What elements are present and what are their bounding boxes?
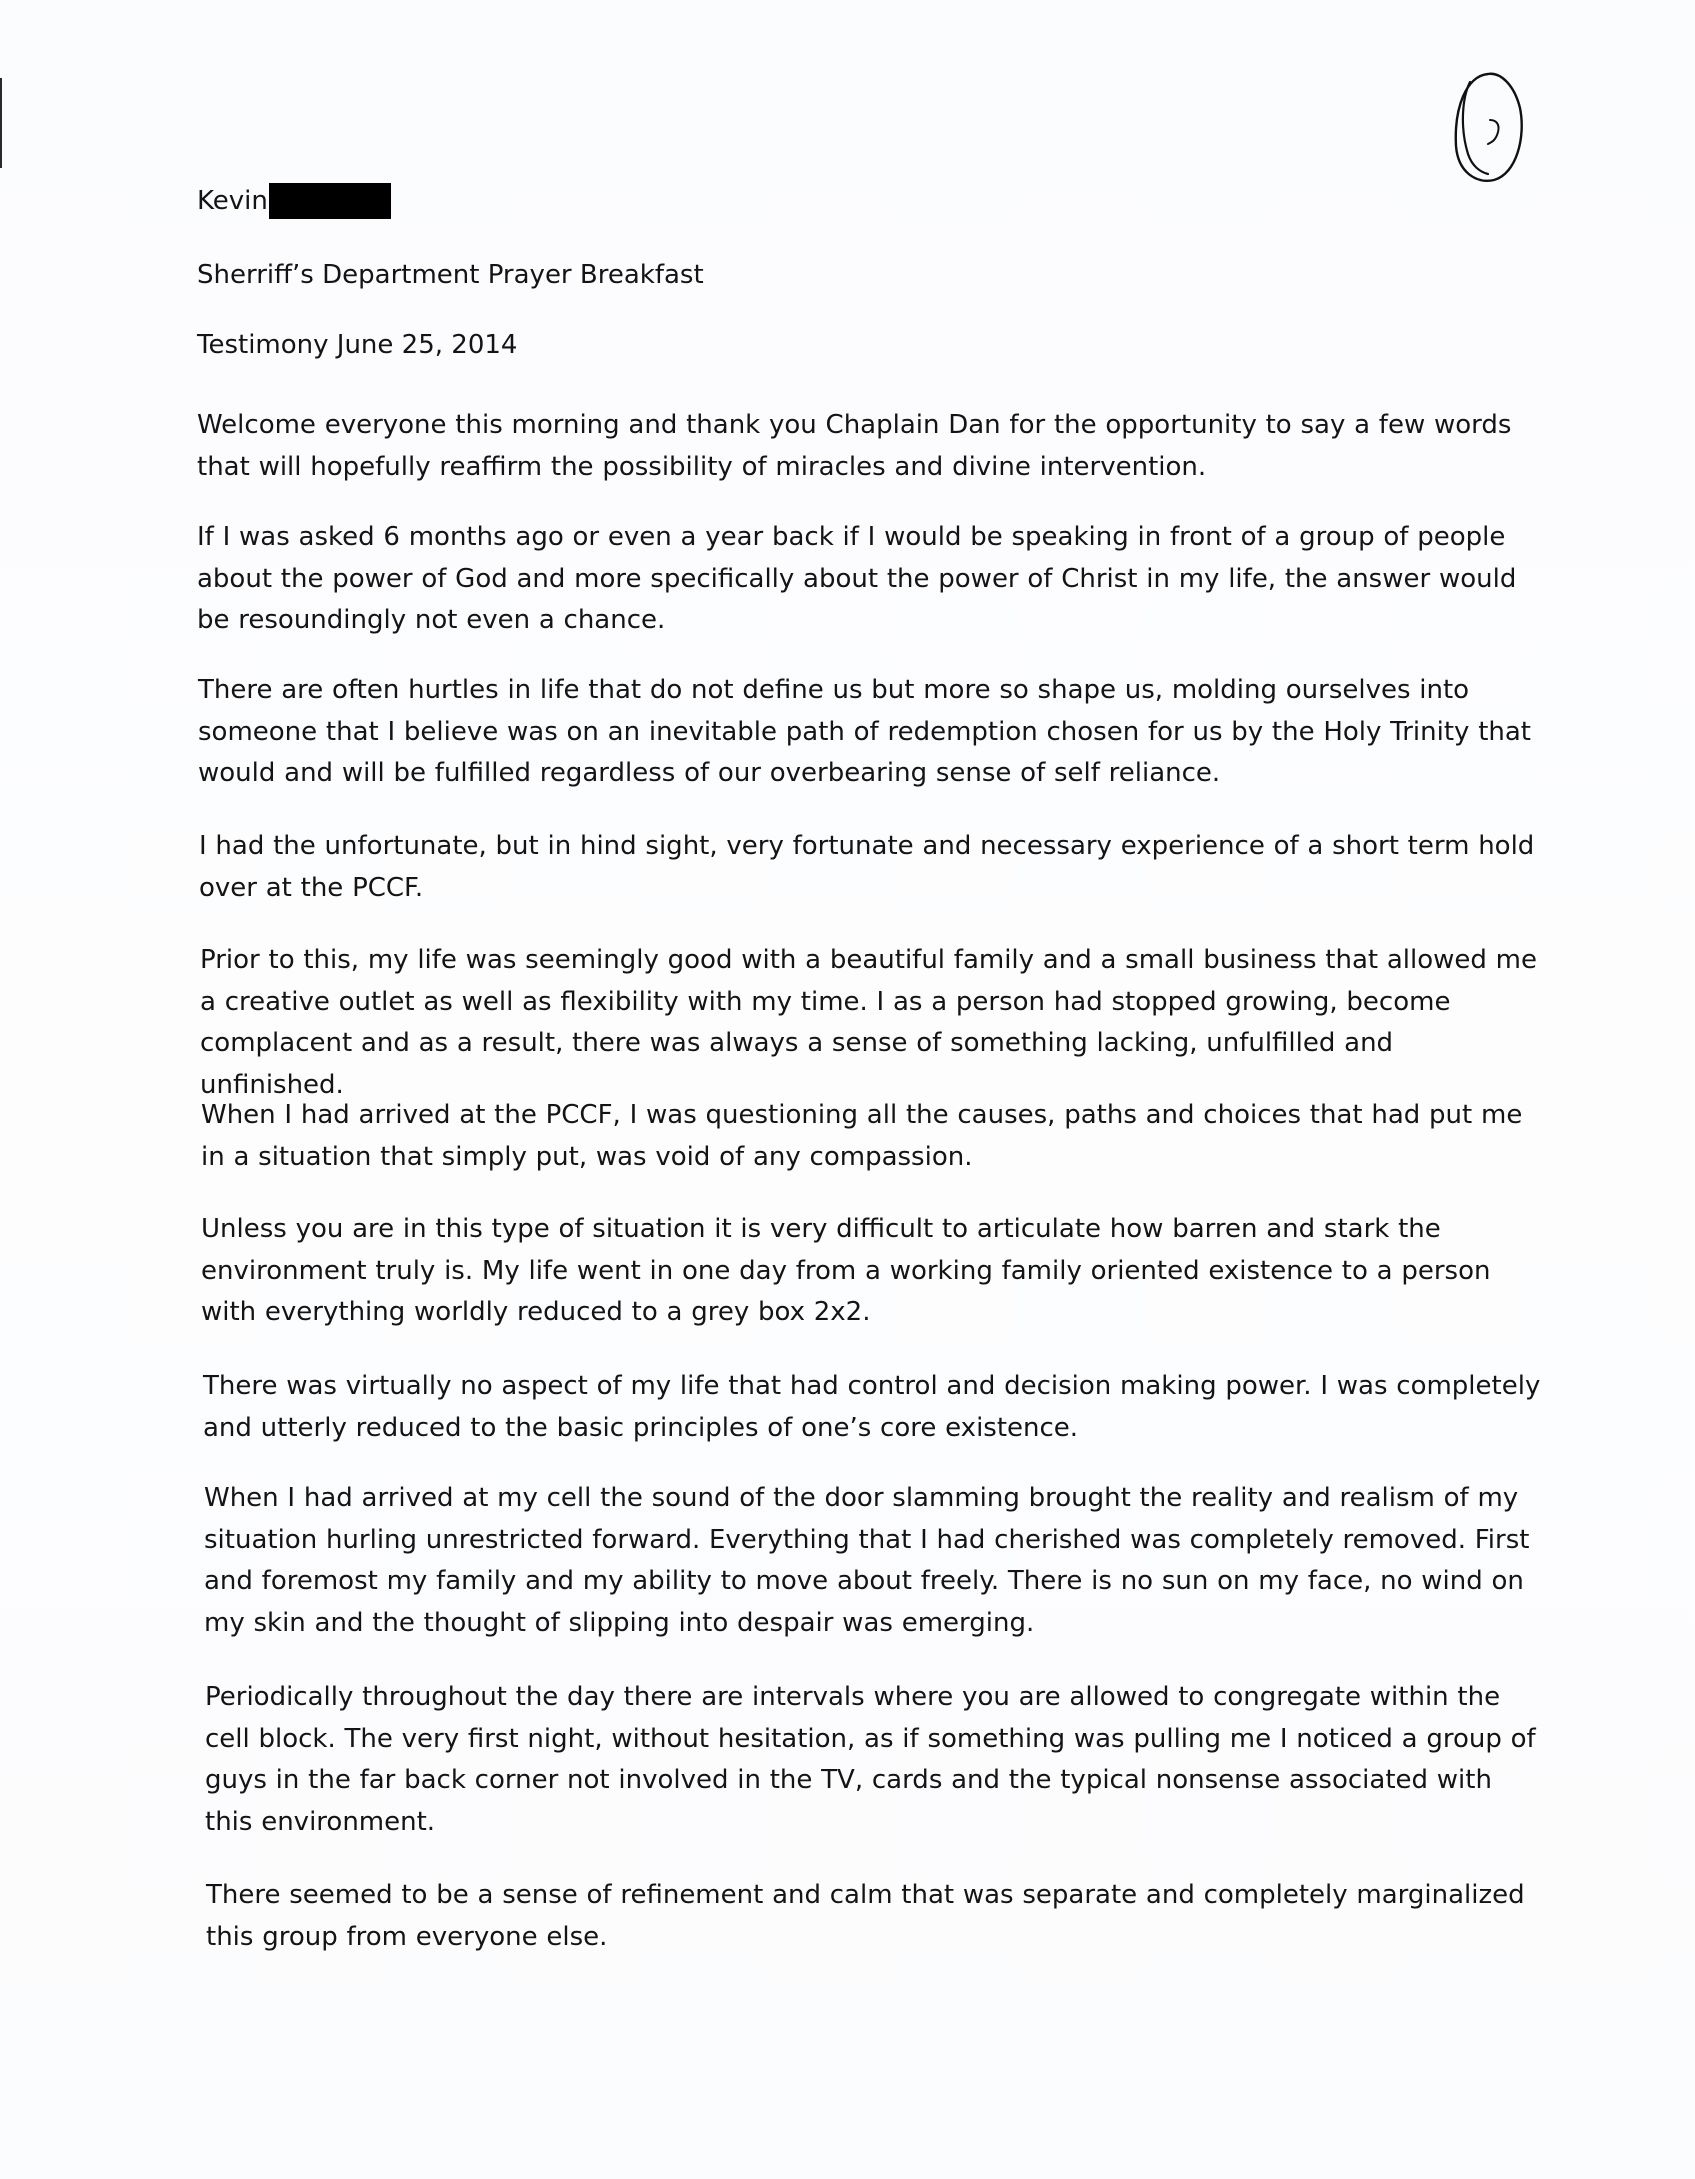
paragraph: There was virtually no aspect of my life that had control and decision making power. I was completely and utterly reduced to the basic principles of one’s core existence. xyxy=(203,1371,1541,1443)
paragraph: Prior to this, my life was seemingly good with a beautiful family and a small business that allowed me a creative outlet as well as flexibility with my time. I as a person had stopped growing, become complacent and as a result, there was always a sense of something lacking, unfulfilled and unfinished. xyxy=(200,945,1537,1100)
event-title: Sherriff’s Department Prayer Breakfast xyxy=(197,260,704,290)
author-first-name: Kevin xyxy=(197,186,268,216)
circled-number-icon xyxy=(1448,68,1528,188)
scan-edge-mark xyxy=(0,78,2,168)
paragraph: When I had arrived at my cell the sound of the door slamming brought the reality and realism of my situation hurling unrestricted forward. Everything that I had cherished was completely removed. First and foremost my family and my ability to move about freely. There is no sun on my face, no wind on my skin and the thought of slipping into despair was emerging. xyxy=(204,1483,1530,1638)
paragraph: When I had arrived at the PCCF, I was questioning all the causes, paths and choices that had put me in a situation that simply put, was void of any compassion. xyxy=(201,1100,1523,1172)
paragraph: There seemed to be a sense of refinement and calm that was separate and completely marginalized this group from everyone else. xyxy=(206,1880,1525,1952)
paragraph: Welcome everyone this morning and thank you Chaplain Dan for the opportunity to say a few words that will hopefully reaffirm the possibility of miracles and divine intervention. xyxy=(197,410,1512,482)
redaction-box xyxy=(269,183,391,219)
paragraph: I had the unfortunate, but in hind sight, very fortunate and necessary experience of a short term hold over at the PCCF. xyxy=(199,831,1535,903)
paragraph: Periodically throughout the day there are intervals where you are allowed to congregate within the cell block. The very first night, without hesitation, as if something was pulling me I noticed a group of guys in the far back corner not involved in the TV, cards and the typical nonsense associated with this environment. xyxy=(205,1682,1536,1837)
handwritten-page-number xyxy=(1448,68,1528,188)
paragraph: If I was asked 6 months ago or even a year back if I would be speaking in front of a group of people about the power of God and more specifically about the power of Christ in my life, the answer would be resoundingly not even a chance. xyxy=(197,522,1517,635)
testimony-date: Testimony June 25, 2014 xyxy=(197,330,518,360)
paragraph: Unless you are in this type of situation it is very difficult to articulate how barren and stark the environment truly is. My life went in one day from a working family oriented existence to a person with everything worldly reduced to a grey box 2x2. xyxy=(201,1214,1491,1327)
author-name-line xyxy=(197,183,391,219)
paragraph: There are often hurtles in life that do not define us but more so shape us, molding ourselves into someone that I believe was on an inevitable path of redemption chosen for us by the Holy Trinity that would and will be fulfilled regardless of our overbearing sense of self reliance. xyxy=(198,675,1531,788)
